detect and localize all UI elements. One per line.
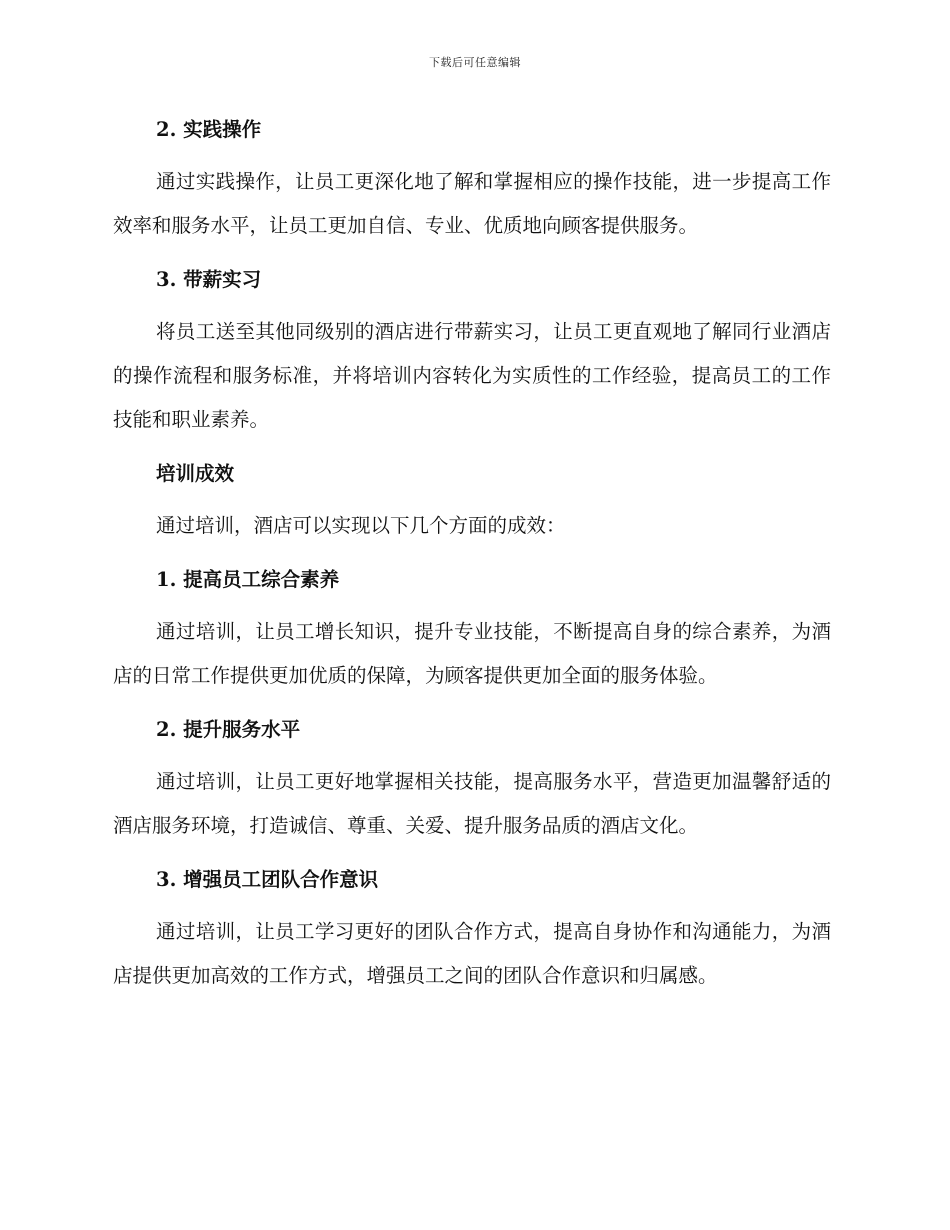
section-heading-paid-internship: 3. 带薪实习 <box>156 268 262 291</box>
paragraph-training-results-intro: 通过培训，酒店可以实现以下几个方面的成效： <box>156 514 566 537</box>
paragraph-paid-internship: 将员工送至其他同级别的酒店进行带薪实习，让员工更直观地了解同行业酒店的操作流程和服务标准，并将培训内容转化为实质性的工作经验，提高员工的工作技能和职业素养。 <box>113 320 831 431</box>
document-body <box>113 108 831 998</box>
section-heading-teamwork: 3. 增强员工团队合作意识 <box>156 868 379 891</box>
paragraph-practice: 通过实践操作，让员工更深化地了解和掌握相应的操作技能，进一步提高工作效率和服务水平，让员工更加自信、专业、优质地向顾客提供服务。 <box>113 170 831 237</box>
section-heading-improve-literacy: 1. 提高员工综合素养 <box>156 568 340 591</box>
section-heading-practice: 2. 实践操作 <box>156 118 262 141</box>
section-heading-service-level: 2. 提升服务水平 <box>156 718 301 741</box>
paragraph-teamwork: 通过培训，让员工学习更好的团队合作方式，提高自身协作和沟通能力，为酒店提供更加高效的工作方式，增强员工之间的团队合作意识和归属感。 <box>113 920 831 987</box>
paragraph-improve-literacy: 通过培训，让员工增长知识，提升专业技能，不断提高自身的综合素养，为酒店的日常工作提供更加优质的保障，为顾客提供更加全面的服务体验。 <box>113 620 831 687</box>
page-header-note: 下载后可任意编辑 <box>429 56 521 69</box>
paragraph-service-level: 通过培训，让员工更好地掌握相关技能，提高服务水平，营造更加温馨舒适的酒店服务环境，打造诚信、尊重、关爱、提升服务品质的酒店文化。 <box>113 770 831 837</box>
section-heading-training-results: 培训成效 <box>156 462 235 485</box>
